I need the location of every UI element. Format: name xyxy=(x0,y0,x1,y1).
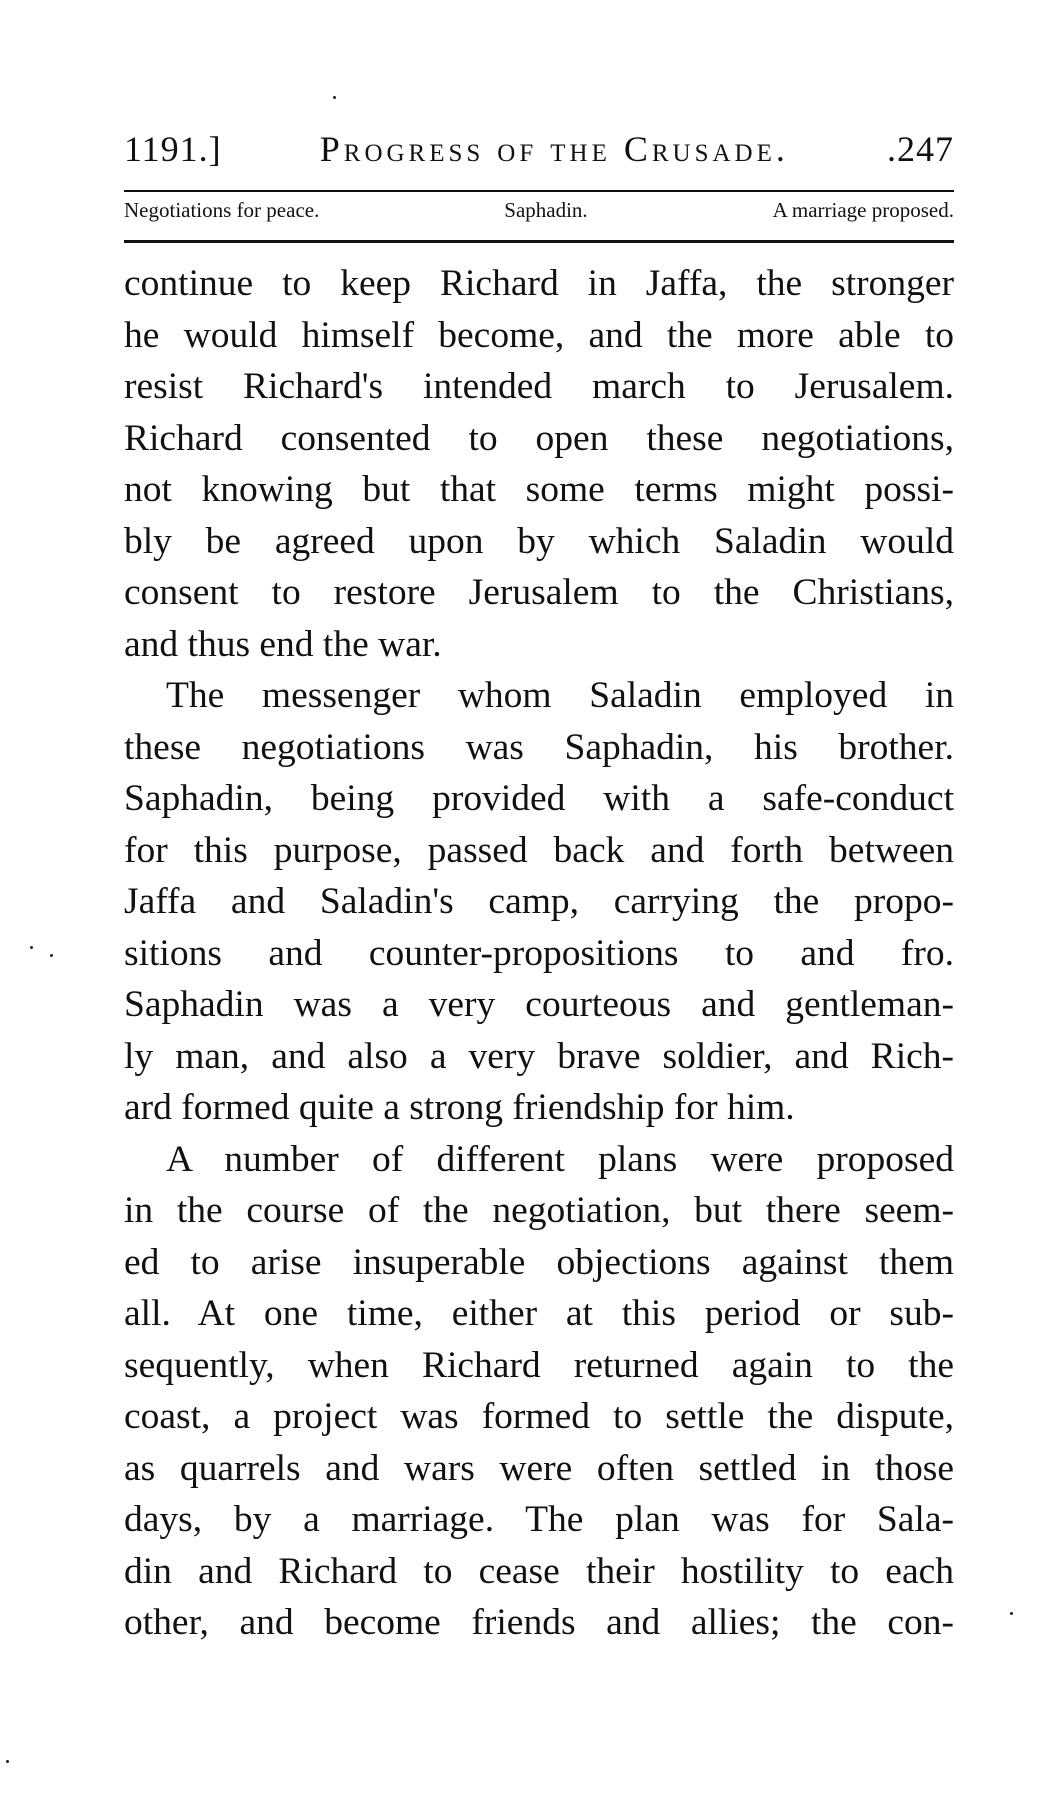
text-line: as quarrels and wars were often settled in those xyxy=(124,1447,954,1489)
page-number: .247 xyxy=(886,129,954,169)
header-year: 1191.] xyxy=(124,129,222,169)
text-line: for this purpose, passed back and forth between xyxy=(124,829,954,871)
paragraph-2 xyxy=(124,670,954,1134)
sidenote-negotiations: Negotiations for peace. xyxy=(124,198,320,222)
text-line: bly be agreed upon by which Saladin would xyxy=(124,520,954,562)
text-line: Jaffa and Saladin's camp, carrying the propo- xyxy=(124,881,954,922)
text-line: Saphadin was a very courteous and gentleman- xyxy=(124,984,954,1025)
scan-speck xyxy=(30,946,33,949)
text-line: ly man, and also a very brave soldier, and Rich- xyxy=(124,1035,954,1077)
text-line: Saphadin, being provided with a safe-conduct xyxy=(124,778,954,819)
text-line: consent to restore Jerusalem to the Christians, xyxy=(124,572,954,613)
text-line: coast, a project was formed to settle the dispute, xyxy=(124,1396,954,1437)
text-line: sitions and counter-propositions to and fro. xyxy=(124,932,954,974)
text-line: other, and become friends and allies; the con- xyxy=(124,1602,954,1643)
header-rule-top xyxy=(124,190,954,192)
paragraph-3 xyxy=(124,1134,954,1649)
paragraph-1 xyxy=(124,258,954,670)
running-title: Progress of the Crusade. xyxy=(319,129,789,169)
text-line: in the course of the negotiation, but there seem- xyxy=(124,1190,954,1231)
text-line: continue to keep Richard in Jaffa, the stronger xyxy=(124,263,954,304)
text-line: The messenger whom Saladin employed in xyxy=(166,675,954,716)
text-line: ed to arise insuperable objections against them xyxy=(124,1241,954,1283)
header-rule-bottom xyxy=(124,240,954,243)
sidenote-bar xyxy=(124,198,954,223)
running-head xyxy=(124,128,954,178)
text-line: din and Richard to cease their hostility to each xyxy=(124,1550,954,1592)
text-line: sequently, when Richard returned again to the xyxy=(124,1344,954,1386)
text-line: and thus end the war. xyxy=(124,623,442,665)
scan-speck xyxy=(6,1760,9,1763)
sidenote-marriage: A marriage proposed. xyxy=(772,198,954,222)
sidenote-saphadin: Saphadin. xyxy=(504,198,588,222)
text-line: A number of different plans were proposed xyxy=(166,1138,954,1180)
text-line: Richard consented to open these negotiations, xyxy=(124,417,954,459)
text-line: he would himself become, and the more able to xyxy=(124,314,954,356)
scan-speck xyxy=(1010,1612,1013,1615)
text-line: these negotiations was Saphadin, his brother. xyxy=(124,726,954,768)
text-line: all. At one time, either at this period or sub- xyxy=(124,1293,954,1334)
text-line: resist Richard's intended march to Jerusalem. xyxy=(124,366,954,407)
text-line: ard formed quite a strong friendship for him. xyxy=(124,1087,795,1128)
text-line: not knowing but that some terms might possi- xyxy=(124,469,954,510)
scan-speck xyxy=(50,954,53,957)
scan-speck xyxy=(333,96,336,99)
body-text xyxy=(124,258,954,1649)
text-line: days, by a marriage. The plan was for Sala- xyxy=(124,1499,954,1540)
